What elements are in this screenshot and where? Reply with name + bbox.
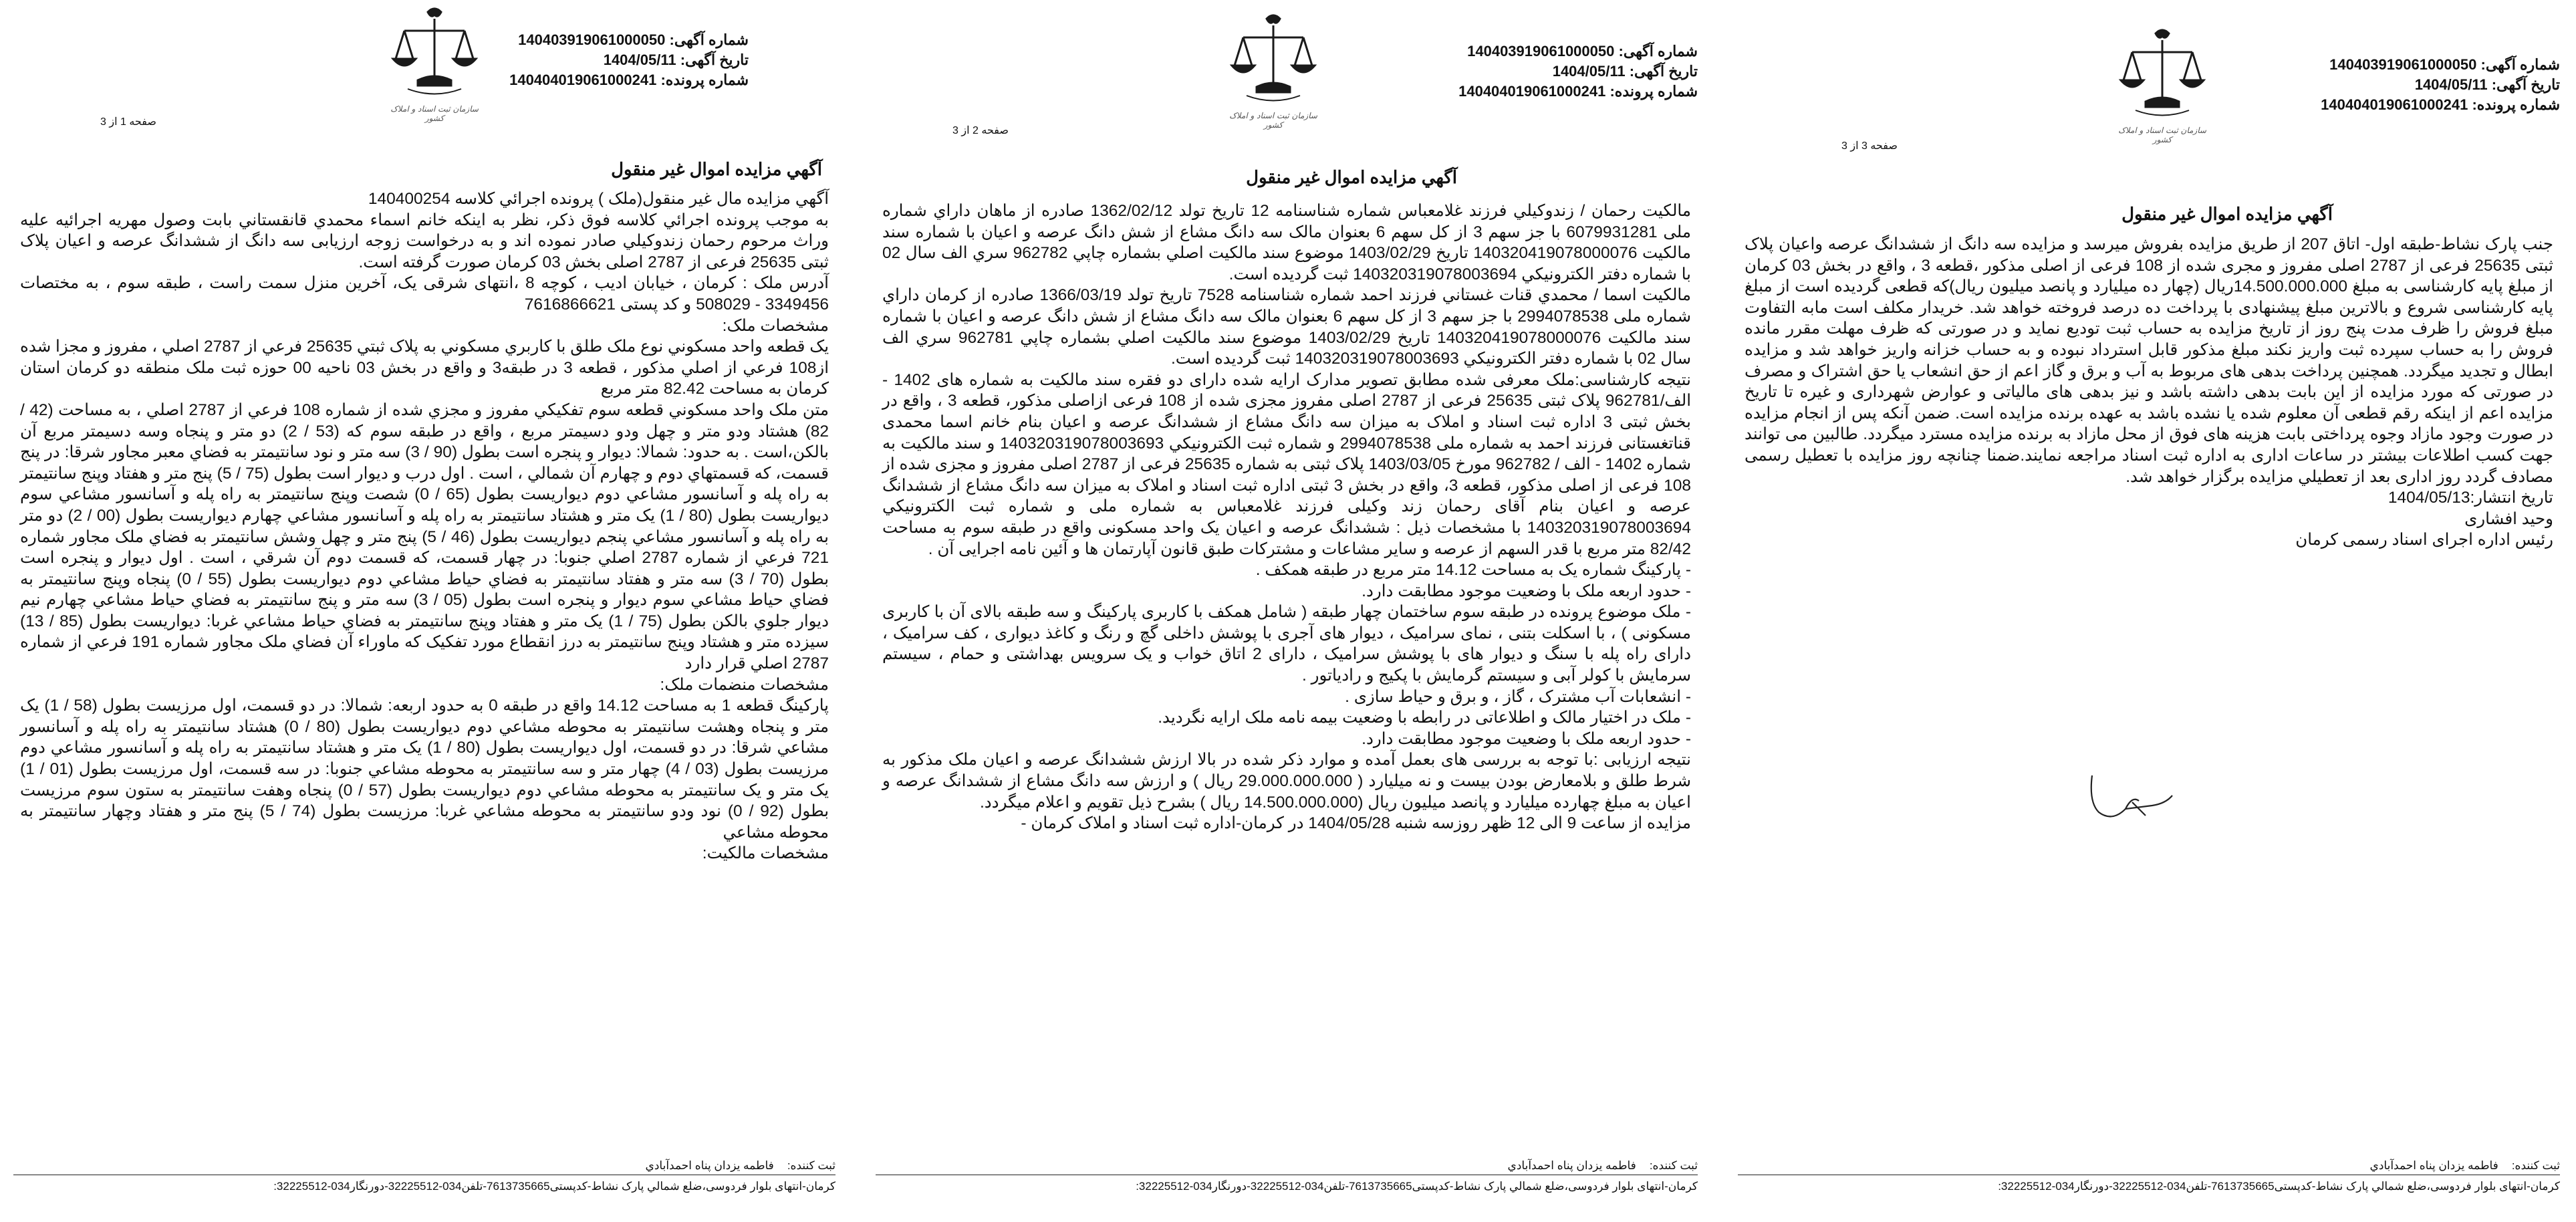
judiciary-scales-emblem-icon	[1227, 12, 1320, 106]
file-number: شماره پرونده: 140404019061000241	[2321, 96, 2560, 113]
page-number: صفحه 1 از 3	[100, 116, 156, 128]
paragraph: - حدود اربعه ملک با وضعيت موجود مطابقت دارد.	[1362, 582, 1691, 600]
paragraph: آگهي مزايده مال غير منقول(ملک ) پرونده اجرائي کلاسه 140400254	[368, 190, 829, 208]
notice-number: شماره آگهی: 140403919061000050	[518, 31, 749, 48]
page-number: صفحه 2 از 3	[952, 125, 1009, 136]
office-address: کرمان-انتهای بلوار فردوسی،ضلع شمالي پارک نشاط-کدپستی7613735665-تلفن034-32225512-دورنگار034-32225512:	[876, 1175, 1698, 1195]
paragraph: تاريخ انتشار:1404/05/13	[2388, 489, 2553, 507]
notice-page-1	[0, 0, 849, 1222]
paragraph: پارکينگ قطعه 1 به مساحت 14.12 واقع در طبقه 0 به حدود اربعه: شمالا: در دو قسمت، اول مرزيست بطول (58 / 1) يک متر و پنجاه وهشت سانتيمتر به محوطه مشاعي دوم ديواريست بطول (80 / 0) هشتاد سانتيمتر به راه پله و آسانسور مشاعي شرقا: در دو قسمت، اول ديواريست بطول (80 / 1) يک متر و هشتاد سانتيمتر به راه پله و آسانسور مشاعي دوم مرزيست بطول (03 / 4) چهار متر و سه سانتيمتر به محوطه مشاعي جنوبا: در سه قسمت، اول مرزيست بطول (01 / 1) يک متر و يک سانتيمتر به محوطه مشاعي دوم ديواريست بطول (57 / 0) پنجاه وهفت سانتيمتر به ستون سوم مرزيست بطول (92 / 0) نود ودو سانتيمتر به محوطه مشاعي غربا: مرزيست بطول (74 / 5) پنج متر و هفتاد وچهار سانتيمتر به محوطه مشاعي	[20, 697, 829, 842]
emblem-caption: سازمان ثبت اسناد و املاک کشور	[390, 104, 479, 123]
judiciary-emblem	[2115, 27, 2209, 144]
paragraph: يک قطعه واحد مسکوني نوع ملک طلق با کاربري مسکوني به پلاک ثبتي 25635 فرعي از 2787 اصلي ، مفروز و مجزا شده از108 فرعي از اصلي مذکور ، قطعه 3 در طبقه3 و واقع در بخش 03 ناحيه 00 حوزه ثبت ملک منطقه دو کرمان استان کرمان به مساحت 82.42 متر مربع	[20, 338, 829, 398]
paragraph: متن ملک واحد مسکوني قطعه سوم تفکيکي مفروز و مجزي شده از شماره 108 فرعي از 2787 اصلي ، به مساحت (42 / 82) هشتاد ودو متر و چهل ودو دسيمتر مربع ، واقع در طبقه سوم که (53 / 2) دو متر و پنجاه وسه دسيمتر مربع آن بالکن،است . به حدود: شمالا: ديوار و پنجره است بطول (90 / 3) سه متر و نود سانتيمتر به فضاي معبر مجاور شرقا: در پنج قسمت، که قسمتهاي دوم و چهارم آن شمالي ، است . اول درب و ديوار است بطول (75 / 5) پنج متر و هفتاد وپنج سانتيمتر به راه پله و آسانسور مشاعي دوم ديواريست بطول (65 / 0) شصت وپنج سانتيمتر به راه پله و آسانسور مشاعي سوم ديواريست بطول (80 / 1) يک متر و هشتاد سانتيمتر به راه پله و آسانسور مشاعي چهارم ديواريست بطول (00 / 2) دو متر به راه پله و آسانسور مشاعي پنجم ديواريست بطول (46 / 5) پنج متر و چهل وشش سانتيمتر به فضاي ملک مجاور شماره 721 فرعي از شماره 2787 اصلي جنوبا: در چهار قسمت، که قسمت دوم آن شرقي ، است . اول ديوار و پنجره است بطول (70 / 3) سه متر و هفتاد سانتيمتر به فضاي حياط مشاعي دوم ديواريست بطول (55 / 0) پنجاه وپنج سانتيمتر به فضاي حياط مشاعي سوم ديوار و پنجره است بطول (05 / 3) سه متر و پنج سانتيمتر به فضاي حياط مشاعي چهارم نيم ديوار جلوي بالکن بطول (75 / 1) يک متر و هفتاد وپنج سانتيمتر به فضاي حياط مشاعي غربا: ديواريست بطول (85 / 13) سيزده متر و هشتاد وپنج سانتيمتر به درز انقطاع مورد تفکيک که ماوراء آن فضاي ملک مجاور شماره 191 فرعي از شماره 2787 اصلي قرار دارد	[20, 400, 829, 673]
notice-body	[20, 189, 829, 864]
notice-footer	[876, 1157, 1698, 1195]
registrar-name: فاطمه یزدان پناه احمدآبادي	[645, 1159, 774, 1172]
paragraph: - ملک موضوع پرونده در طبقه سوم ساختمان چهار طبقه ( شامل همکف با کاربری پارکينگ و سه طبقه بالای آن با کاربری مسکونی ) ، با اسکلت بتنی ، نمای سراميک ، ديوار های آجری با پوشش داخلی گچ و رنگ و کاغذ ديواری ، کف سراميک ، دارای راه پله با سنگ و ديوار های با پوشش سراميک ، دارای 2 اتاق خواب و يک سرويس بهداشتی و حمام ، سيستم سرمايش با کولر آبی و سيستم گرمايش با پکيج و رادياتور .	[882, 603, 1691, 685]
notice-footer	[13, 1157, 835, 1195]
notice-date: تاریخ آگهی: 1404/05/11	[2414, 76, 2560, 93]
paragraph: مالکيت رحمان / زندوکيلي فرزند غلامعباس شماره شناسنامه 12 تاريخ تولد 1362/02/12 صادره از ماهان داراي شماره ملی 6079931281 با جز سهم 3 از کل سهم 6 بعنوان مالک سه دانگ مشاع از شش دانگ عرصه و اعيان با شماره سند مالکيت 140320419078000076 تاريخ 1403/02/29 موضوع سند مالکيت اصلي بشماره چاپي 962782 سري الف سال 02 با شماره دفتر الکترونيکي 140320319078003694 ثبت گرديده است.	[882, 202, 1691, 283]
paragraph: جنب پارک نشاط-طبقه اول- اتاق 207 از طريق مزايده بفروش ميرسد و مزايده سه دانگ از ششدانگ عرصه واعيان پلاک ثبتی 25635 فرعی از 2787 اصلی مفروز و مجری شده از 108 فرعی از اصلی مذکور ،قطعه 3 ، واقع در بخش 03 کرمان از مبلغ پايه کارشناسی به مبلغ 14.500.000.000ريال (چهار ده ميليارد و پانصد ميليون ريال)که قطعی گرديده است از مبلغ پايه کارشناسی شروع و بالاترين مبلغ پيشنهادی با پرداخت ده درصد فروخته خواهد شد. خريدار مکلف است مابه التفاوت مبلغ فروش را ظرف مدت پنج روز از تاريخ مزايده به حساب ثبت توديع نمايد و در صورتی که ظرف مهلت مقرر مانده فروش را به حساب سپرده ثبت واريز نکند مبلغ مذکور قابل استرداد نبوده و به حساب خزانه واريز خواهد شد و مزايده ابطال و تجديد ميگردد. همچنين پرداخت بدهی های مربوط به آب و برق و گاز اعم از حق انشعاب يا حق اشتراک و مصرف در صورتی که مورد مزايده از اين بابت بدهی داشته باشد و نيز بدهی های مالياتی و عوارض شهرداری و غيره تا تاريخ مزايده اعم از اينکه رقم قطعی آن معلوم شده يا نشده باشد به عهده برنده مزايده است. ضمن آنکه پس از انجام مزايده در صورت وجود مازاد وجوه پرداختی بابت هزينه های فوق از محل مازاد به برنده مزايده مسترد ميگردد. طالبين می توانند جهت کسب اطلاعات بيشتر در ساعات اداری به اداره ثبت اسناد مراجعه نمايند.ضمنا چنانچه روز مزايده با تعطيل رسمی مصادف گردد روز اداری بعد از تعطيلي مزايده برگزار خواهد شد.	[1745, 235, 2554, 486]
judiciary-emblem	[388, 5, 481, 123]
notice-date: تاریخ آگهی: 1404/05/11	[1552, 63, 1698, 80]
paragraph: رئيس اداره اجرای اسناد رسمی کرمان	[2295, 531, 2553, 549]
emblem-caption: سازمان ثبت اسناد و املاک کشور	[1229, 111, 1317, 130]
paragraph: مشخصات مالکيت:	[702, 844, 829, 863]
registrar-name: فاطمه یزدان پناه احمدآبادي	[1507, 1159, 1636, 1172]
registrar-label: ثبت کننده:	[787, 1159, 835, 1172]
paragraph: مزايده از ساعت 9 الی 12 ظهر روزسه شنبه 1404/05/28 در کرمان-اداره ثبت اسناد و املاک کرمان -	[1021, 814, 1691, 833]
notice-title: آگهي مزايده اموال غير منقول	[611, 159, 822, 179]
notice-page-3	[1724, 0, 2573, 1222]
notice-title: آگهي مزايده اموال غير منقول	[2121, 204, 2333, 224]
paragraph: - ملک در اختيار مالک و اطلاعاتی در رابطه با وضعيت بيمه نامه ملک ارايه نگرديد.	[1158, 709, 1691, 727]
judiciary-emblem	[1227, 12, 1320, 130]
notice-page-2	[862, 0, 1711, 1222]
paragraph: - حدود اربعه ملک با وضعيت موجود مطابقت دارد.	[1362, 729, 1691, 748]
paragraph: - انشعابات آب مشترک ، گاز ، و برق و حياط سازی .	[1345, 687, 1691, 706]
page-number: صفحه 3 از 3	[1841, 140, 1898, 152]
paragraph: آدرس ملک : کرمان ، خیابان ادیب ، کوچه 8 ،انتهای شرقی یک، آخرین منزل سمت راست ، طبقه سوم ، به مختصات 3349456 - 508029 و کد پستی 7616866621	[20, 274, 829, 314]
notice-body	[882, 201, 1691, 834]
notice-body	[1745, 234, 2553, 551]
file-number: شماره پرونده: 140404019061000241	[1458, 83, 1698, 100]
handwritten-signature-icon	[2085, 769, 2179, 832]
notice-meta	[2321, 55, 2560, 115]
notice-meta	[509, 30, 749, 90]
emblem-caption: سازمان ثبت اسناد و املاک کشور	[2118, 126, 2206, 144]
paragraph: مالکيت اسما / محمدي قنات غستاني فرزند احمد شماره شناسنامه 7528 تاريخ تولد 1366/03/19 صادره از کرمان داراي شماره ملی 2994078538 با جز سهم 3 از کل سهم 6 بعنوان مالک سه دانگ مشاع از شش دانگ عرصه و اعيان با شماره سند مالکيت 140320419078000076 تاريخ 1403/02/29 موضوع سند مالکيت اصلي بشماره چاپي 962781 سري الف سال 02 با شماره دفتر الکترونيکي 140320319078003693 ثبت گرديده است.	[882, 286, 1691, 368]
paragraph: مشخصات ملک:	[722, 316, 829, 335]
registrar-label: ثبت کننده:	[2511, 1159, 2560, 1172]
notice-footer	[1738, 1157, 2560, 1195]
notice-date: تاریخ آگهی: 1404/05/11	[603, 51, 749, 68]
paragraph: نتيجه کارشناسی:ملک معرفی شده مطابق تصوير مدارک ارايه شده داراى دو فقره سند مالکيت به شماره های 1402 - الف/962781 پلاک ثبتی 25635 فرعی از 2787 اصلی مفروز مجزی شده از 108 فرعی ازاصلی مذکور، قطعه 3 ، واقع در بخش ثبتی 3 اداره ثبت اسناد و املاک به ميزان سه دانگ مشاع از ششدانگ عرصه و اعيان بنام خانم اسما محمدی قناتغستانی فرزند احمد به شماره ملی 2994078538 و شماره ثبت الکترونيکي 140320319078003693 و سند مالکيت به شماره 1402 - الف / 962782 مورخ 1403/03/05 پلاک ثبتی به شماره 25635 فرعی از 2787 اصلی مفروز و مجزی شده از 108 فرعی از اصلی مذکور، قطعه 3، واقع در بخش 3 ثبتی اداره ثبت اسناد و املاک به ميزان سه دانگ مشاع از ششدانگ عرصه و اعيان بنام آقای رحمان زند وکيلی فرزند غلامعباس به شماره ملی و شماره ثبت الکترونيکي 140320319078003694 با مشخصات ذيل : ششدانگ عرصه و اعيان يک واحد مسکونی واقع در طبقه سوم به مساحت 82/42 متر مربع با قدر السهم از عرصه و ساير مشاعات و مشترکات طبق قانون آپارتمان ها و آئين نامه اجرايی آن .	[882, 370, 1692, 558]
registrar-name: فاطمه یزدان پناه احمدآبادي	[2369, 1159, 2498, 1172]
paragraph: - پارکينگ شماره يک به مساحت 14.12 متر مربع در طبقه همکف .	[1255, 561, 1691, 580]
paragraph: مشخصات منضمات ملک:	[660, 675, 829, 694]
notice-meta	[1458, 41, 1698, 102]
file-number: شماره پرونده: 140404019061000241	[509, 72, 749, 88]
notice-number: شماره آگهی: 140403919061000050	[2329, 56, 2560, 73]
paragraph: وحيد افشاری	[2464, 509, 2553, 528]
registrar-label: ثبت کننده:	[1649, 1159, 1698, 1172]
paragraph: به موجب پرونده اجرائي کلاسه فوق ذکر، نظر به اينکه خانم اسماء محمدي قانقستاني بابت وصول مهريه اجرائيه عليه وراث مرحوم رحمان زندوکيلي صادر نموده اند و به درخواست زوجه ارزيابی سه دانگ از ششدانگ عرصه و اعيان پلاک ثبتی 25635 فرعی از 2787 اصلی بخش 03 کرمان صورت گرفته است.	[20, 211, 829, 271]
office-address: کرمان-انتهای بلوار فردوسی،ضلع شمالي پارک نشاط-کدپستی7613735665-تلفن034-32225512-دورنگار034-32225512:	[1738, 1175, 2560, 1195]
judiciary-scales-emblem-icon	[388, 5, 481, 99]
notice-number: شماره آگهی: 140403919061000050	[1467, 43, 1698, 59]
paragraph: نتيجه ارزيابی :با توجه به بررسی های بعمل آمده و موارد ذکر شده در بالا ارزش ششدانگ عرصه و اعيان ملک مذکور به شرط طلق و بلامعارض بودن بيست و نه ميليارد ( 29.000.000.000 ريال ) و ارزش سه دانگ مشاع از ششدانگ عرصه و اعيان به مبلغ چهارده ميليارد و پانصد ميليون ريال (14.500.000.000 ريال ) بشرح ذيل تقويم و اعلام ميگردد.	[882, 751, 1691, 812]
judiciary-scales-emblem-icon	[2115, 27, 2209, 120]
notice-title: آگهي مزايده اموال غير منقول	[1246, 167, 1457, 187]
office-address: کرمان-انتهای بلوار فردوسی،ضلع شمالي پارک نشاط-کدپستی7613735665-تلفن034-32225512-دورنگار034-32225512:	[13, 1175, 835, 1195]
